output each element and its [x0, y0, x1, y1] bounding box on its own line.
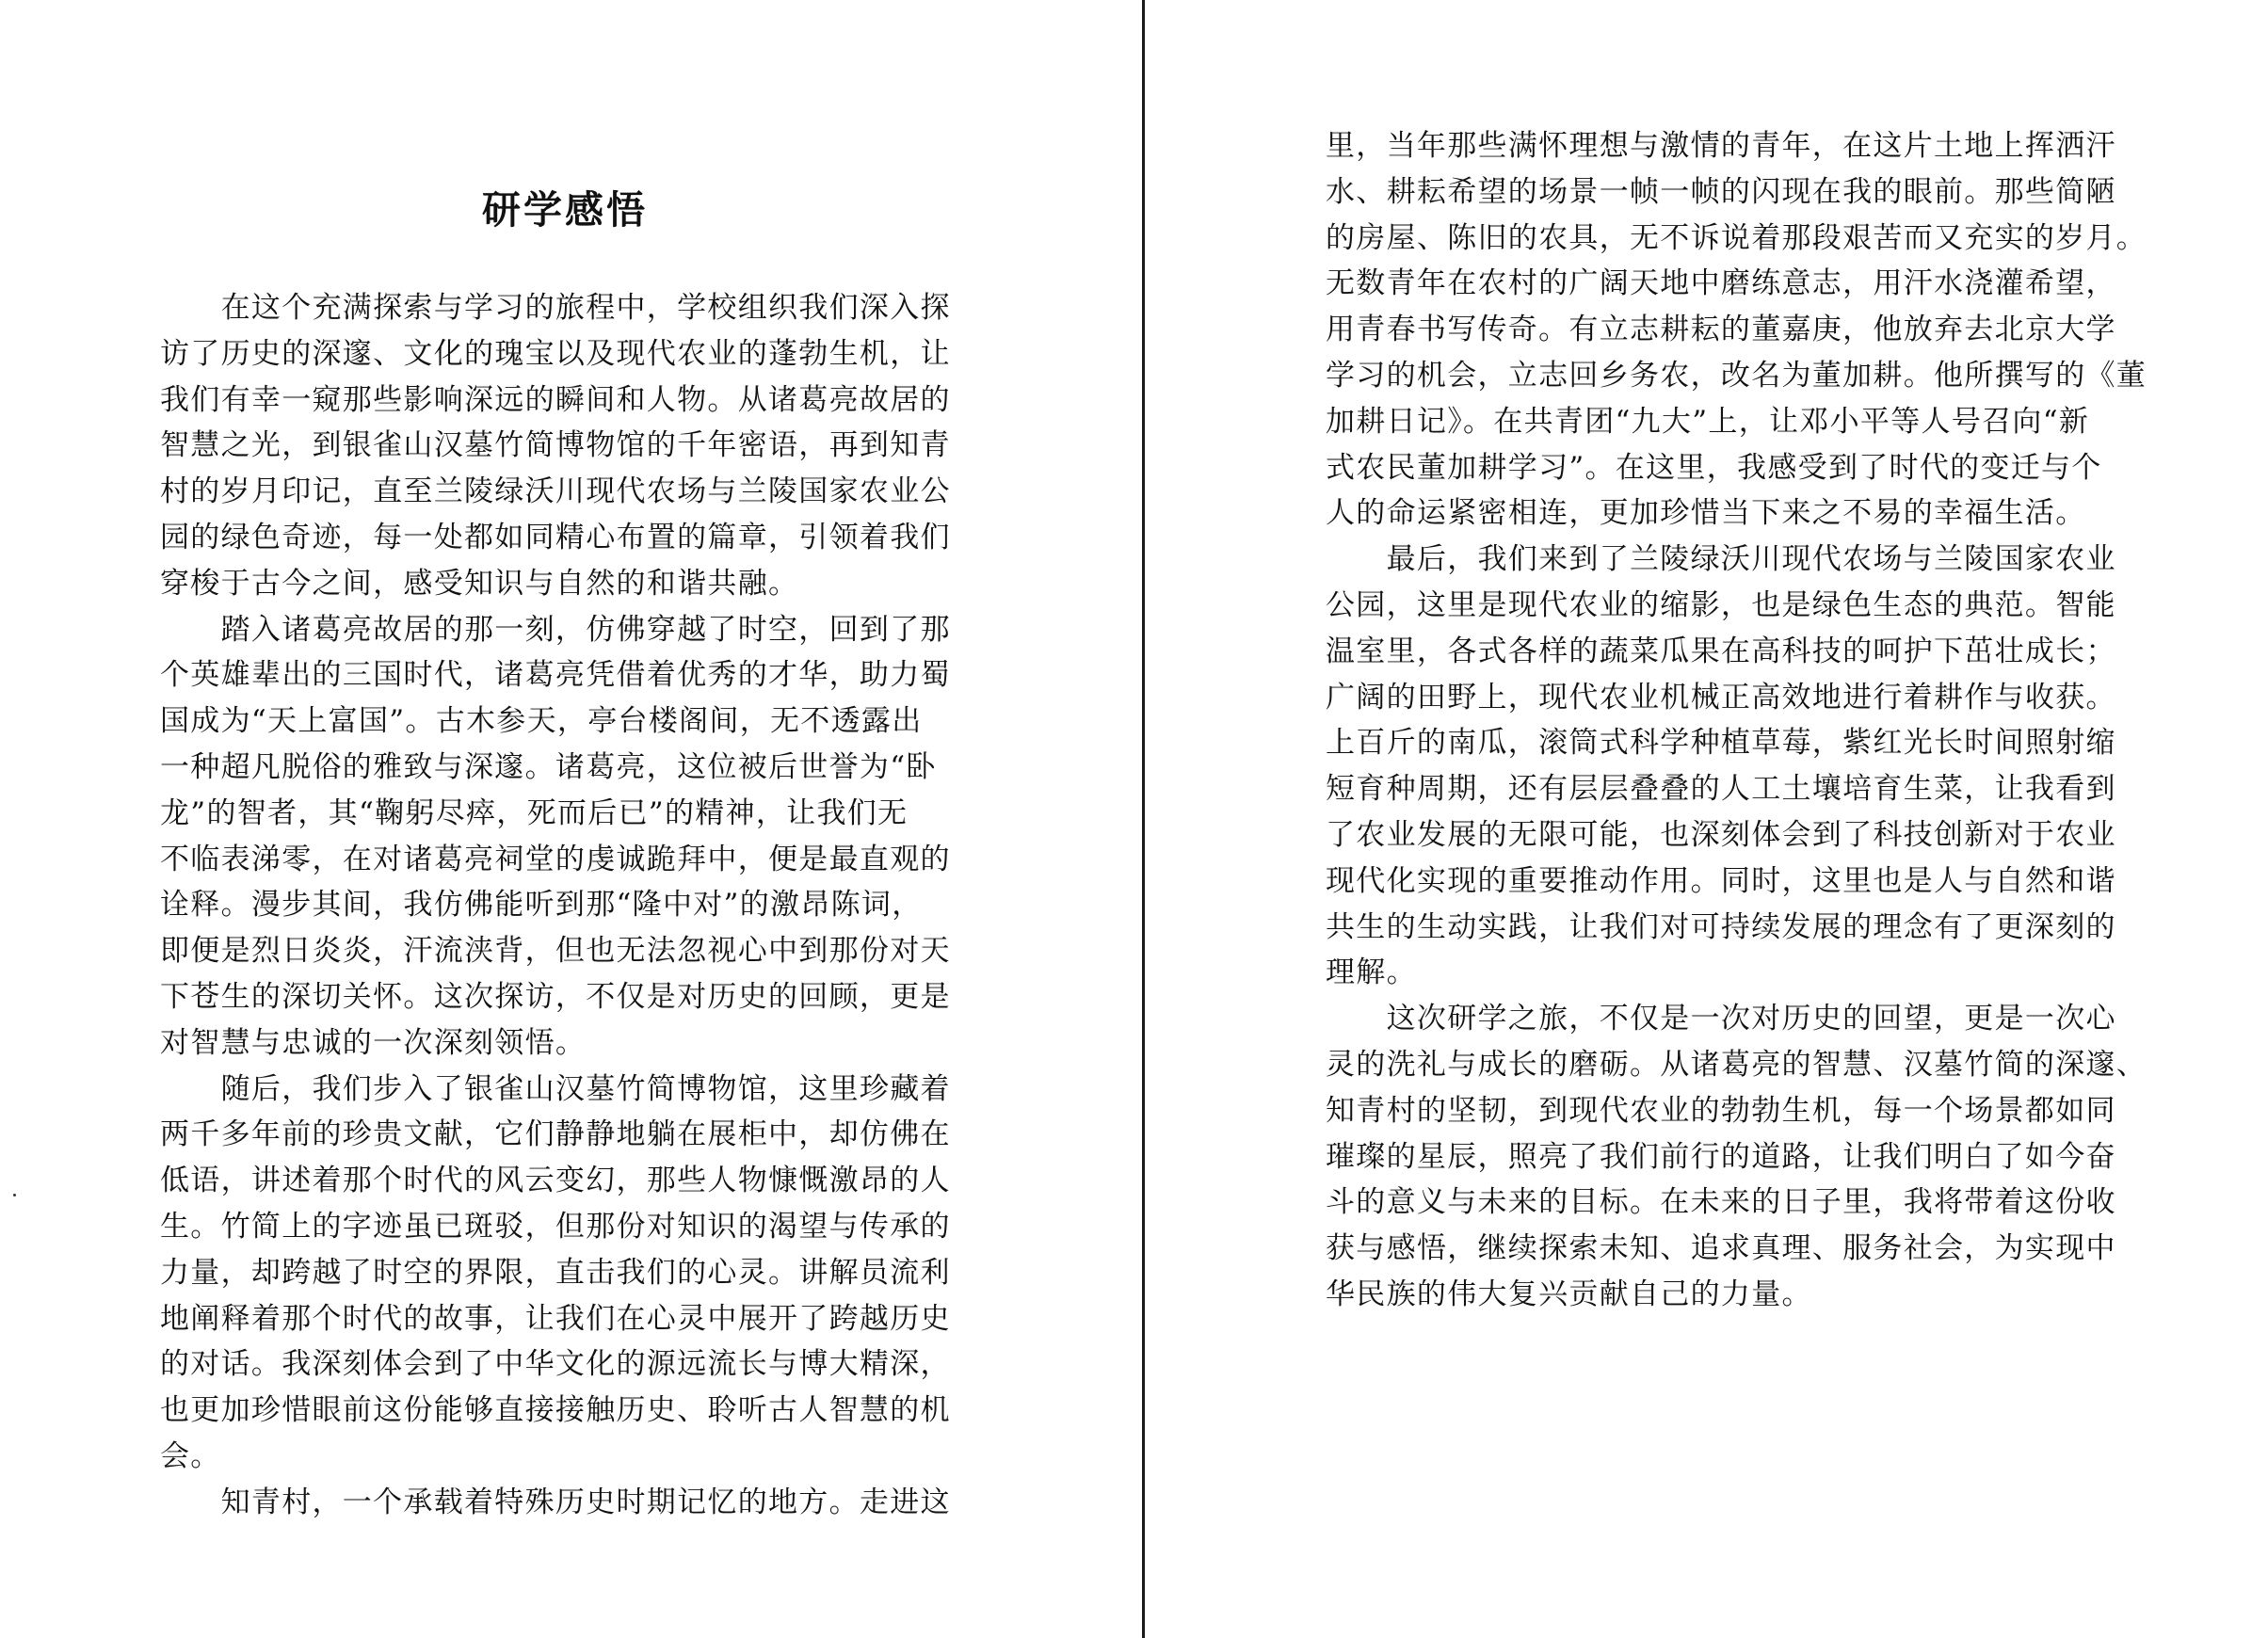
text-line: 广阔的田野上，现代农业机械正高效地进行着耕作与收获。 [1326, 680, 2116, 715]
text-line: 龙”的智者，其“鞠躬尽瘁，死而后已”的精神，让我们无 [160, 795, 909, 830]
text-line: 温室里，各式各样的蔬菜瓜果在高科技的呵护下茁壮成长； [1326, 634, 2116, 668]
text-line: 获与感悟，继续探索未知、追求真理、服务社会，为实现中 [1326, 1231, 2116, 1266]
text-line: 璀璨的星辰，照亮了我们前行的道路，让我们明白了如今奋 [1326, 1139, 2116, 1174]
text-line: 学习的机会，立志回乡务农，改名为董加耕。他所撰写的《董 [1326, 358, 2147, 393]
text-line: 斗的意义与未来的目标。在未来的日子里，我将带着这份收 [1326, 1185, 2116, 1220]
text-line: 用青春书写传奇。有立志耕耘的董嘉庚，他放弃去北京大学 [1326, 313, 2116, 347]
text-line: 人的命运紧密相连，更加珍惜当下来之不易的幸福生活。 [1326, 496, 2086, 531]
text-line: 力量，却跨越了时空的界限，直击我们的心灵。讲解员流利 [160, 1255, 951, 1290]
text-line: 华民族的伟大复兴贡献自己的力量。 [1326, 1277, 1812, 1311]
text-line: 这次研学之旅，不仅是一次对历史的回望，更是一次心 [1326, 1002, 2116, 1036]
text-line: 我们有幸一窥那些影响深远的瞬间和人物。从诸葛亮故居的 [160, 382, 951, 417]
text-line: 在这个充满探索与学习的旅程中，学校组织我们深入探 [160, 291, 951, 325]
text-line: 个英雄辈出的三国时代，诸葛亮凭借着优秀的才华，助力蜀 [160, 658, 951, 693]
text-line: 上百斤的南瓜，滚筒式科学种植草莓，紫红光长时间照射缩 [1326, 726, 2116, 761]
text-line: 下苍生的深切关怀。这次探访，不仅是对历史的回顾，更是 [160, 979, 951, 1014]
text-line: 随后，我们步入了银雀山汉墓竹简博物馆，这里珍藏着 [160, 1071, 951, 1106]
text-line: 会。 [160, 1438, 221, 1473]
text-line: 无数青年在农村的广阔天地中磨练意志，用汗水浇灌希望， [1326, 266, 2116, 301]
text-line: 两千多年前的珍贵文献，它们静静地躺在展柜中，却仿佛在 [160, 1117, 951, 1152]
text-line: 园的绿色奇迹，每一处都如同精心布置的篇章，引领着我们 [160, 520, 951, 554]
text-line: 现代化实现的重要推动作用。同时，这里也是人与自然和谐 [1326, 863, 2116, 898]
text-line: 最后，我们来到了兰陵绿沃川现代农场与兰陵国家农业 [1326, 542, 2116, 577]
text-line: 的房屋、陈旧的农具，无不诉说着那段艰苦而又充实的岁月。 [1326, 220, 2147, 255]
left-page-text [160, 285, 951, 1526]
text-line: 理解。 [1326, 956, 1417, 990]
text-line: 灵的洗礼与成长的磨砺。从诸葛亮的智慧、汉墓竹简的深邃、 [1326, 1047, 2147, 1082]
text-line: 加耕日记》。在共青团“九大”上，让邓小平等人号召向“新 [1326, 404, 2090, 439]
text-line: 国成为“天上富国”。古木参天，亭台楼阁间，无不透露出 [160, 704, 923, 739]
text-line: 里，当年那些满怀理想与激情的青年，在这片土地上挥洒汗 [1326, 129, 2116, 163]
text-line: 短育种周期，还有层层叠叠的人工土壤培育生菜，让我看到 [1326, 772, 2116, 807]
text-line: 即便是烈日炎炎，汗流浃背，但也无法忽视心中到那份对天 [160, 934, 951, 969]
text-line: 了农业发展的无限可能，也深刻体会到了科技创新对于农业 [1326, 817, 2116, 852]
page-gutter-line [1142, 0, 1145, 1638]
text-line: 知青村的坚韧，到现代农业的勃勃生机，每一个场景都如同 [1326, 1093, 2116, 1128]
text-line: 村的岁月印记，直至兰陵绿沃川现代农场与兰陵国家农业公 [160, 474, 951, 509]
text-line: 地阐释着那个时代的故事，让我们在心灵中展开了跨越历史 [160, 1301, 951, 1336]
text-line: 诠释。漫步其间，我仿佛能听到那“隆中对”的激昂陈词， [160, 888, 923, 923]
scan-speck [13, 1194, 16, 1196]
text-line: 的对话。我深刻体会到了中华文化的源远流长与博大精深， [160, 1347, 951, 1382]
page-title: 研学感悟 [482, 187, 648, 233]
text-line: 访了历史的深邃、文化的瑰宝以及现代农业的蓬勃生机，让 [160, 336, 951, 371]
text-line: 也更加珍惜眼前这份能够直接接触历史、聆听古人智慧的机 [160, 1393, 951, 1428]
text-line: 踏入诸葛亮故居的那一刻，仿佛穿越了时空，回到了那 [160, 612, 951, 647]
text-line: 生。竹简上的字迹虽已斑驳，但那份对知识的渴望与传承的 [160, 1209, 951, 1244]
text-line: 知青村，一个承载着特殊历史时期记忆的地方。走进这 [160, 1485, 951, 1519]
right-page-text [1326, 123, 2147, 1318]
text-line: 低语，讲述着那个时代的风云变幻，那些人物慷慨激昂的人 [160, 1164, 951, 1198]
text-line: 穿梭于古今之间，感受知识与自然的和谐共融。 [160, 566, 799, 601]
text-line: 式农民董加耕学习”。在这里，我感受到了时代的变迁与个 [1326, 450, 2102, 485]
text-line: 不临表涕零，在对诸葛亮祠堂的虔诚跪拜中，便是最直观的 [160, 842, 951, 876]
text-line: 一种超凡脱俗的雅致与深邃。诸葛亮，这位被后世誉为“卧 [160, 749, 937, 784]
text-line: 智慧之光，到银雀山汉墓竹简博物馆的千年密语，再到知青 [160, 428, 951, 463]
text-line: 公园，这里是现代农业的缩影，也是绿色生态的典范。智能 [1326, 587, 2116, 622]
text-line: 对智慧与忠诚的一次深刻领悟。 [160, 1025, 587, 1060]
text-line: 共生的生动实践，让我们对可持续发展的理念有了更深刻的 [1326, 909, 2116, 944]
text-line: 水、耕耘希望的场景一帧一帧的闪现在我的眼前。那些简陋 [1326, 174, 2116, 209]
